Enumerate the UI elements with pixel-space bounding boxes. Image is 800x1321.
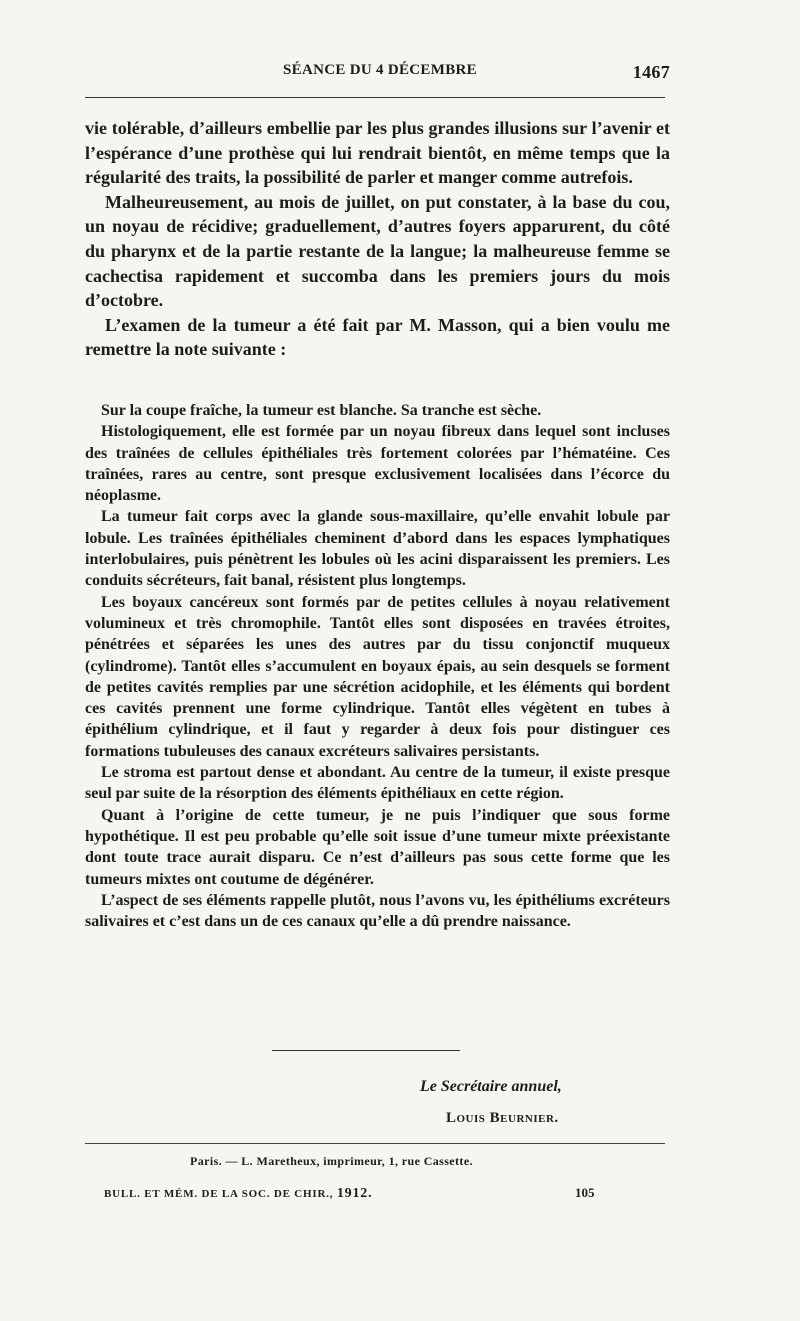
page-number: 1467: [632, 62, 670, 82]
pathology-note: [85, 400, 670, 932]
paragraph: Malheureusement, au mois de juillet, on put constater, à la base du cou, un noyau de récidive; graduellement, d’autres foyers apparurent, du côté du pharynx et de la partie restante de la langue; la malheureuse femme se cachectisa rapidement et succomba dans les premiers jours du mois d’octobre.: [85, 191, 670, 311]
paragraph: vie tolérable, d’ailleurs embellie par les plus grandes illusions sur l’avenir et l’espérance d’une prothèse qui lui rendrait bientôt, en même temps que la régularité des traits, la possibilité de parler et manger comme autrefois.: [85, 118, 670, 188]
signature-name: Louis Beurnier.: [446, 1110, 559, 1126]
note-paragraph: Le stroma est partout dense et abondant. Au centre de la tumeur, il existe presque seul par suite de la résorption des éléments épithéliaux en cette région.: [85, 764, 670, 803]
note-paragraph: L’aspect de ses éléments rappelle plutôt, nous l’avons vu, les épithéliums excréteurs salivaires et c’est dans un de ces canaux qu’elle a dû prendre naissance.: [85, 891, 670, 931]
paragraph: L’examen de la tumeur a été fait par M. Masson, qui a bien voulu me remettre la note suivante :: [85, 314, 670, 360]
note-paragraph: Histologiquement, elle est formée par un noyau fibreux dans lequel sont incluses des traînées de cellules épithéliales très fortement colorées par l’hématéine. Ces traînées, rares au centre, sont presque exclusivement localisées dans l’écorce du néoplasme.: [85, 423, 670, 505]
journal-year: 1912.: [336, 1186, 373, 1201]
note-paragraph: Sur la coupe fraîche, la tumeur est blanche. Sa tranche est sèche.: [101, 402, 542, 419]
note-paragraph: La tumeur fait corps avec la glande sous-maxillaire, qu’elle envahit lobule par lobule. Les traînées épithéliales cheminent d’abord dans les espaces lymphatiques interlobulaires, puis pénètrent les lobules où les acini disparaissent les premiers. Les conduits sécréteurs, fait banal, résistent plus longtemps.: [85, 508, 670, 590]
header-rule: [85, 97, 665, 98]
main-text: [85, 116, 670, 362]
note-paragraph: Quant à l’origine de cette tumeur, je ne puis l’indiquer que sous forme hypothétique. Il est peu probable qu’elle soit issue d’une tumeur mixte préexistante dont toute trace aurait disparu. Ce n’est d’ailleurs pas sous cette forme que les tumeurs mixtes ont coutume de dégénérer.: [85, 806, 670, 888]
note-paragraph: Les boyaux cancéreux sont formés par de petites cellules à noyau relativement volumineux et très chromophile. Tantôt elles sont disposées en travées étroites, pénétrées et séparées les unes des autres par du tissu conjonctif muqueux (cylindrome). Tantôt elles s’accumulent en boyaux épais, au sein desquels se forment de petites cavités remplies par une sécrétion acidophile, et les éléments qui bordent ces cavités prennent une forme cylindrique. Tantôt elles végètent en tubes à épithélium cylindrique, et il faut y regarder à deux fois pour distinguer ces formations tubuleuses des canaux excréteurs salivaires persistants.: [85, 593, 670, 760]
journal-name: BULL. ET MÉM. DE LA SOC. DE CHIR.,: [104, 1188, 334, 1200]
printer-line: Paris. — L. Maretheux, imprimeur, 1, rue Cassette.: [190, 1154, 473, 1168]
header-title: SÉANCE DU 4 DÉCEMBRE: [283, 62, 477, 78]
section-separator: [272, 1050, 460, 1051]
running-header: [85, 62, 670, 84]
footer-rule: [85, 1143, 665, 1144]
signature-role: Le Secrétaire annuel,: [420, 1078, 562, 1095]
sheet-number: 105: [575, 1185, 595, 1200]
journal-reference: [104, 1186, 372, 1202]
